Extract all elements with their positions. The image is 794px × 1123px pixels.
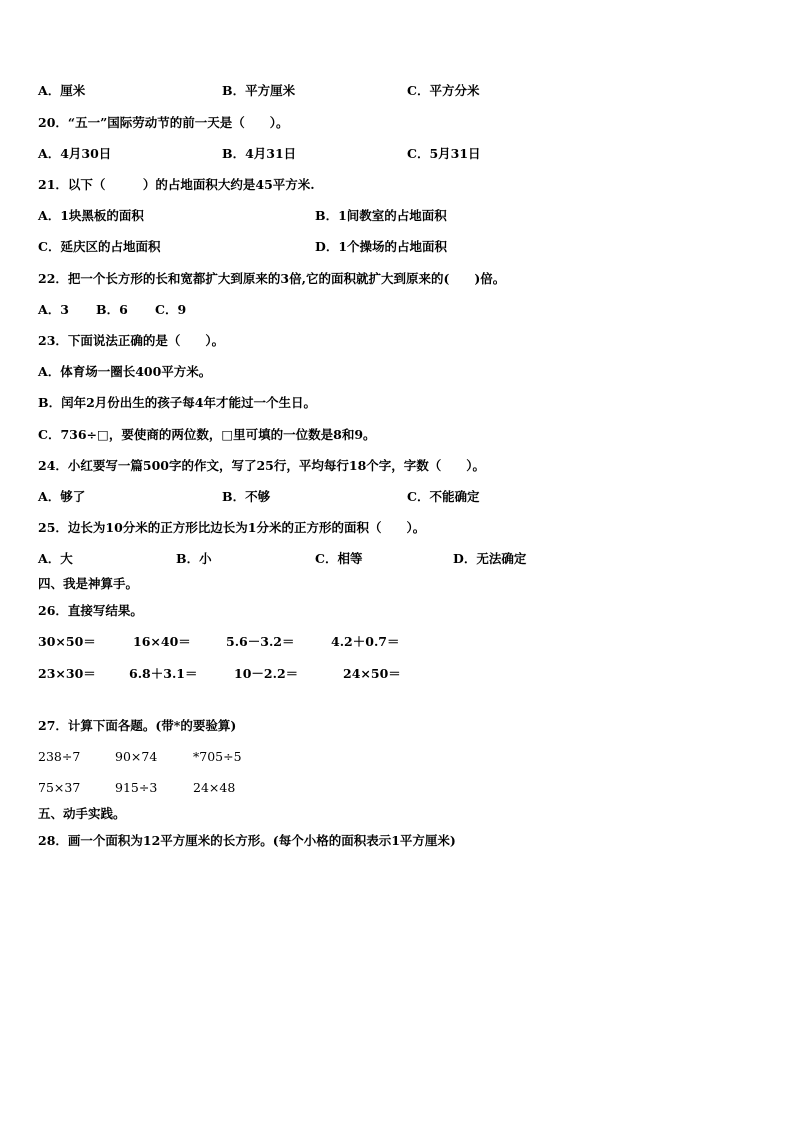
q26-item: 5.6－3.2＝ [226, 634, 295, 649]
q27-item: *705÷5 [193, 749, 242, 764]
q21-option-d: D．1个操场的占地面积 [315, 239, 448, 254]
q22-option-b: B．6 [96, 302, 128, 317]
q22-option-c: C．9 [155, 302, 187, 317]
q26-item: 23×30＝ [38, 666, 96, 681]
q26-item: 30×50＝ [38, 634, 96, 649]
q20-stem: 20．“五一”国际劳动节的前一天是（ ）。 [38, 115, 289, 130]
q27-stem: 27．计算下面各题。(带*的要验算) [38, 718, 237, 733]
q26-item: 10－2.2＝ [234, 666, 299, 681]
q28-stem: 28．画一个面积为12平方厘米的长方形。(每个小格的面积表示1平方厘米) [38, 833, 456, 848]
q26-item: 4.2＋0.7＝ [331, 634, 400, 649]
q27-item: 238÷7 [38, 749, 81, 764]
q26-stem: 26．直接写结果。 [38, 603, 143, 618]
q26-item: 6.8＋3.1＝ [129, 666, 198, 681]
q19-option-c: C．平方分米 [407, 83, 480, 98]
q25-option-d: D．无法确定 [453, 551, 527, 566]
section-5-title: 五、动手实践。 [38, 806, 126, 821]
q20-option-b: B．4月31日 [222, 146, 297, 161]
q25-option-c: C．相等 [315, 551, 363, 566]
q23-option-c: C．736÷□，要使商的两位数，□里可填的一位数是8和9。 [38, 427, 376, 442]
q27-item: 24×48 [193, 780, 236, 795]
q24-option-a: A．够了 [38, 489, 86, 504]
q25-option-a: A．大 [38, 551, 73, 566]
q24-option-b: B．不够 [222, 489, 271, 504]
q21-stem: 21．以下（ ）的占地面积大约是45平方米. [38, 177, 315, 192]
q27-item: 90×74 [115, 749, 158, 764]
q20-option-c: C．5月31日 [407, 146, 481, 161]
q22-stem: 22．把一个长方形的长和宽都扩大到原来的3倍,它的面积就扩大到原来的( )倍。 [38, 271, 506, 286]
q27-item: 915÷3 [115, 780, 158, 795]
q23-option-b: B．闰年2月份出生的孩子每4年才能过一个生日。 [38, 395, 316, 410]
q25-stem: 25．边长为10分米的正方形比边长为1分米的正方形的面积（ ）。 [38, 520, 426, 535]
q19-option-a: A．厘米 [38, 83, 86, 98]
q22-option-a: A．3 [38, 302, 69, 317]
q21-option-b: B．1间教室的占地面积 [315, 208, 447, 223]
q23-option-a: A．体育场一圈长400平方米。 [38, 364, 212, 379]
q21-option-a: A．1块黑板的面积 [38, 208, 144, 223]
section-4-title: 四、我是神算手。 [38, 576, 139, 591]
q26-item: 16×40＝ [133, 634, 191, 649]
q26-item: 24×50＝ [343, 666, 401, 681]
q25-option-b: B．小 [176, 551, 212, 566]
q27-item: 75×37 [38, 780, 81, 795]
q23-stem: 23．下面说法正确的是（ ）。 [38, 333, 225, 348]
q24-option-c: C．不能确定 [407, 489, 480, 504]
q20-option-a: A．4月30日 [38, 146, 112, 161]
q24-stem: 24．小红要写一篇500字的作文，写了25行，平均每行18个字，字数（ ）。 [38, 458, 486, 473]
q21-option-c: C．延庆区的占地面积 [38, 239, 161, 254]
q19-option-b: B．平方厘米 [222, 83, 296, 98]
